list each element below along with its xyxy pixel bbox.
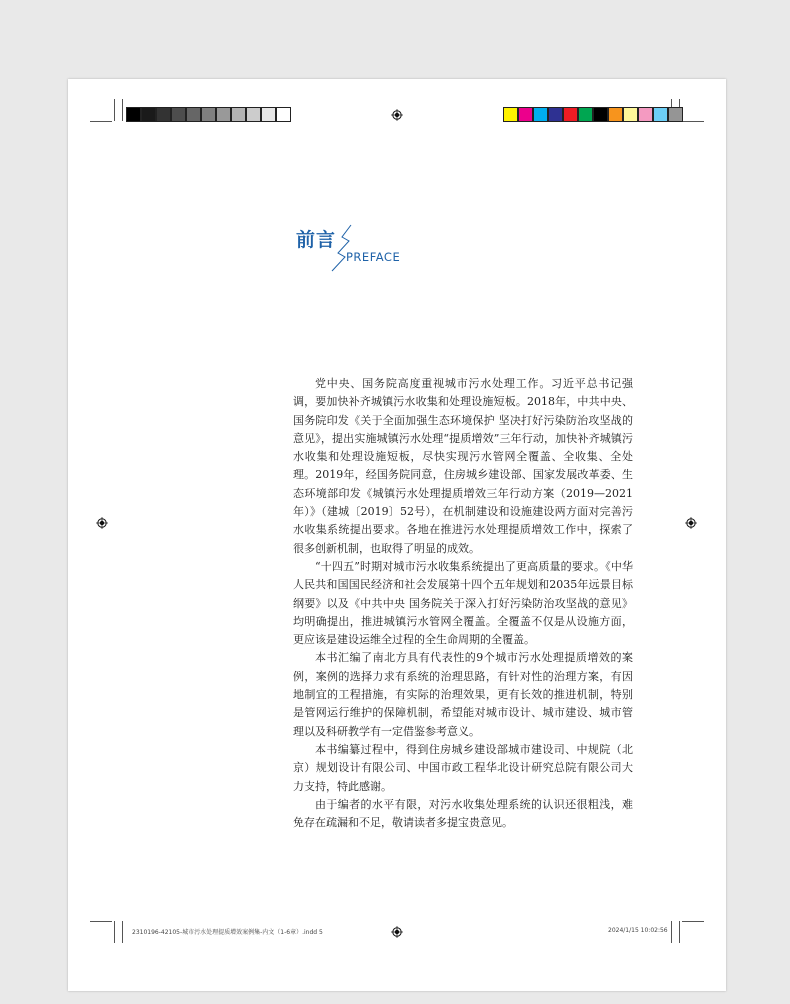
registration-mark-icon xyxy=(391,926,403,938)
slug-timestamp: 2024/1/15 10:02:56 xyxy=(608,927,668,934)
color-swatch xyxy=(518,107,533,122)
color-swatch xyxy=(186,107,201,122)
paragraph: 党中央、国务院高度重视城市污水处理工作。习近平总书记强调，要加快补齐城镇污水收集和处理设施短板。2018年，中共中央、国务院印发《关于全面加强生态环境保护 坚决打好污染防治攻坚战的意见》，提出实施城镇污水处理“提质增效”三年行动，加快补齐城镇污水收集和处理设施短板，尽快实现污水管网全覆盖、全收集、全处理。2019年，经国务院同意，住房城乡建设部、国家发展改革委、生态环境部印发《城镇污水处理提质增效三年行动方案（2019—2021年）》（建城〔2019〕52号），在机制建设和设施建设两方面对完善污水收集系统提出要求。各地在推进污水处理提质增效工作中，探索了很多创新机制，也取得了明显的成效。 xyxy=(293,377,633,555)
crop-mark xyxy=(122,99,123,121)
crop-mark xyxy=(114,921,115,943)
document-page xyxy=(68,79,726,991)
crop-mark xyxy=(679,921,680,943)
crop-mark xyxy=(671,921,672,943)
color-swatch xyxy=(141,107,156,122)
color-swatch xyxy=(156,107,171,122)
heading-english: PREFACE xyxy=(346,250,401,264)
color-swatch xyxy=(548,107,563,122)
color-swatch xyxy=(246,107,261,122)
color-swatch xyxy=(201,107,216,122)
color-swatch xyxy=(638,107,653,122)
crop-mark xyxy=(682,121,704,122)
grayscale-bar xyxy=(126,107,291,122)
paragraph: “十四五”时期对城市污水收集系统提出了更高质量的要求。《中华人民共和国国民经济和社会发展第十四个五年规划和2035年远景目标纲要》以及《中共中央 国务院关于深入打好污染防治攻坚战的意见》均明确提出，推进城镇污水管网全覆盖。全覆盖不仅是从设施方面，更应该是建设运维全过程的全生命周期的全覆盖。 xyxy=(293,559,633,647)
paragraph: 由于编者的水平有限，对污水收集处理系统的认识还很粗浅，难免存在疏漏和不足，敬请读者多提宝贵意见。 xyxy=(293,797,633,830)
color-swatch xyxy=(653,107,668,122)
crop-mark xyxy=(122,921,123,943)
zigzag-divider-icon xyxy=(324,223,364,273)
color-swatch xyxy=(668,107,683,122)
color-bar xyxy=(503,107,683,122)
registration-mark-icon xyxy=(391,109,403,121)
preface-body xyxy=(293,375,633,832)
color-swatch xyxy=(261,107,276,122)
color-swatch xyxy=(593,107,608,122)
color-swatch xyxy=(578,107,593,122)
registration-mark-icon xyxy=(96,517,108,529)
color-swatch xyxy=(533,107,548,122)
registration-mark-icon xyxy=(685,517,697,529)
color-swatch xyxy=(126,107,141,122)
color-swatch xyxy=(503,107,518,122)
paragraph: 本书汇编了南北方具有代表性的9个城市污水处理提质增效的案例，案例的选择力求有系统的治理思路，有针对性的治理方案，有因地制宜的工程措施，有实际的治理效果，更有长效的推进机制，特别是管网运行维护的保障机制，希望能对城市设计、城市建设、城市管理以及科研教学有一定借鉴参考意义。 xyxy=(293,651,633,738)
color-swatch xyxy=(608,107,623,122)
crop-mark xyxy=(90,121,112,122)
crop-mark xyxy=(90,921,112,922)
color-swatch xyxy=(171,107,186,122)
color-swatch xyxy=(623,107,638,122)
crop-mark xyxy=(114,99,115,121)
preface-heading xyxy=(296,223,446,273)
color-swatch xyxy=(276,107,291,122)
paragraph: 本书编纂过程中，得到住房城乡建设部城市建设司、中规院（北京）规划设计有限公司、中国市政工程华北设计研究总院有限公司大力支持，特此感谢。 xyxy=(293,742,633,793)
crop-mark xyxy=(682,921,704,922)
slug-filename: 2310196-42105-城市污水处理提质增效案例集-内文（1-6章）.indd 5 xyxy=(132,929,323,936)
color-swatch xyxy=(563,107,578,122)
color-swatch xyxy=(231,107,246,122)
heading-chinese: 前言 xyxy=(296,229,337,251)
color-swatch xyxy=(216,107,231,122)
